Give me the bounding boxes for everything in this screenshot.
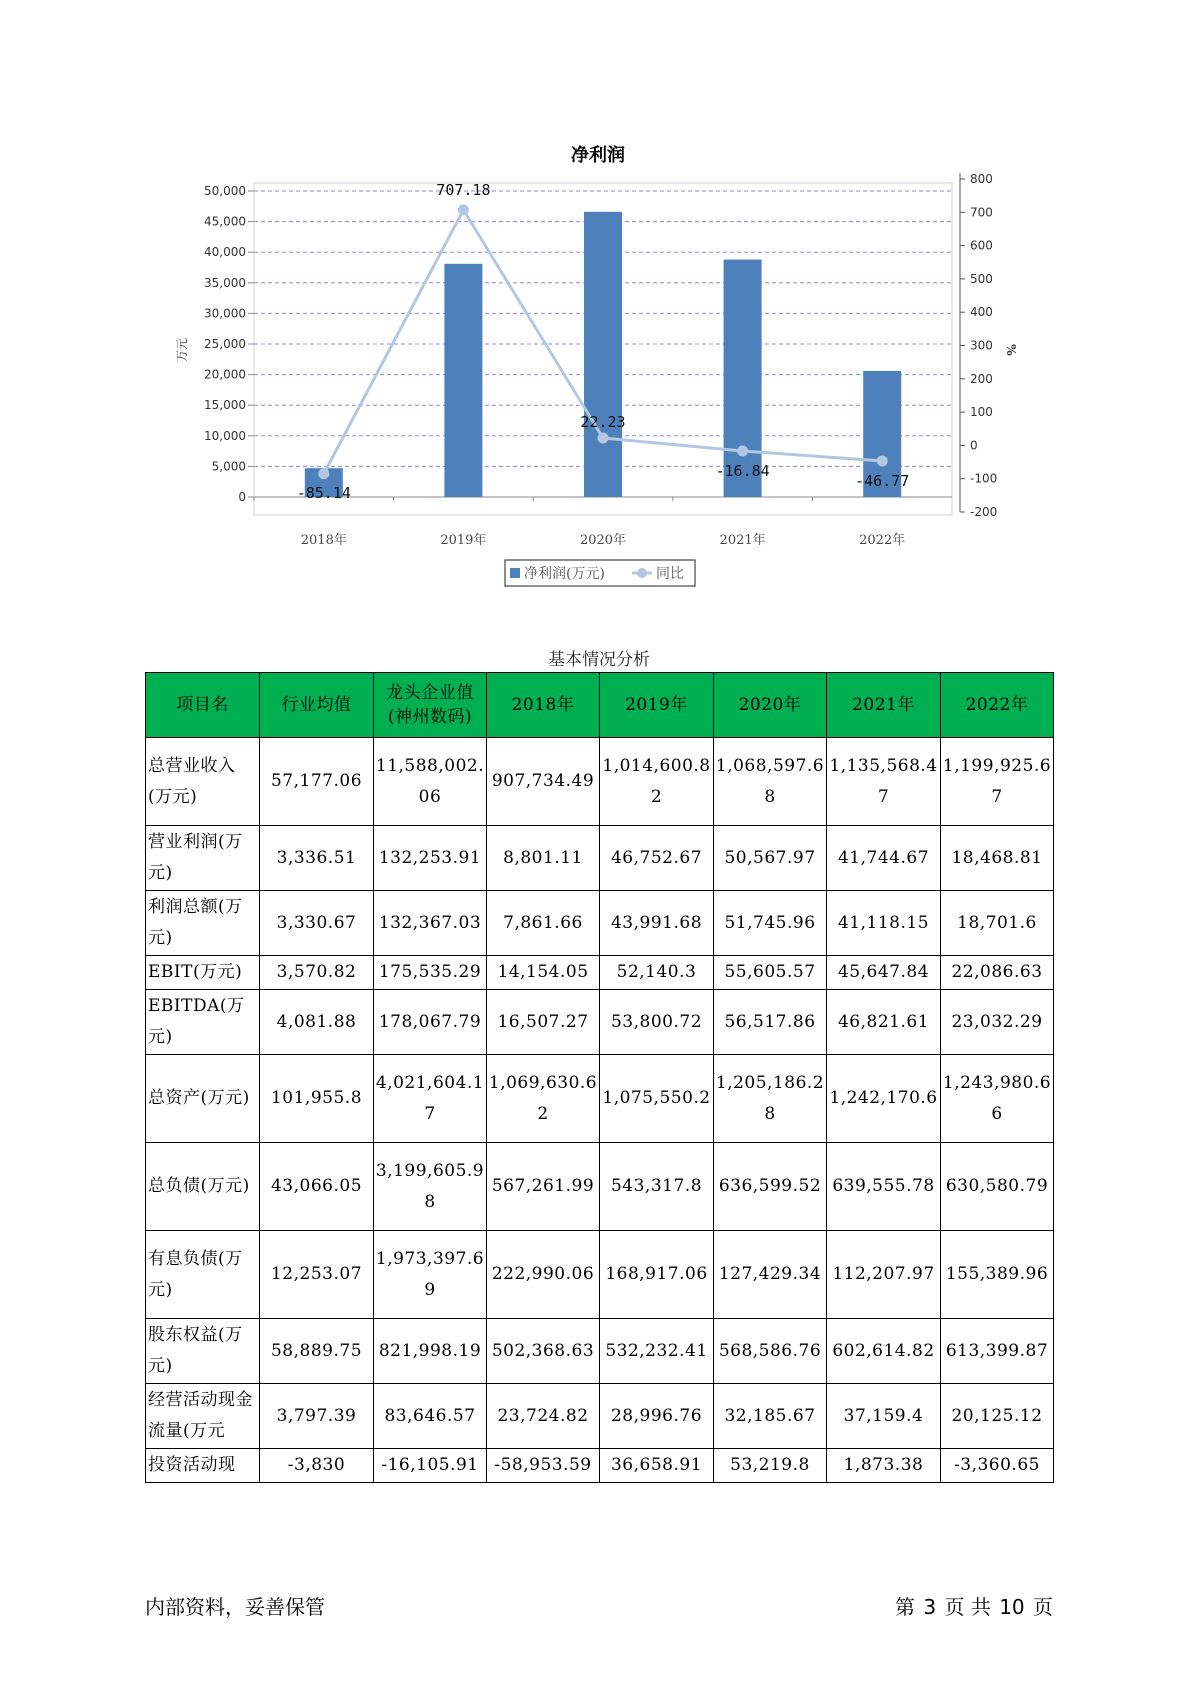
table-cell: 46,752.67: [600, 826, 714, 891]
table-cell: 28,996.76: [600, 1384, 714, 1449]
table-cell: 50,567.97: [714, 826, 827, 891]
table-row: [146, 990, 1054, 1055]
table-cell: 168,917.06: [600, 1231, 714, 1319]
table-cell: 83,646.57: [374, 1384, 487, 1449]
table-cell: 567,261.99: [487, 1143, 600, 1231]
right-tick-label: 0: [970, 438, 978, 453]
header-item: 项目名: [146, 673, 260, 738]
table-cell: 178,067.79: [374, 990, 487, 1055]
table-cell: 1,068,597.68: [714, 738, 827, 826]
table-cell: 613,399.87: [941, 1319, 1054, 1384]
table-cell: 57,177.06: [260, 738, 374, 826]
table-cell: 1,243,980.66: [941, 1055, 1054, 1143]
table-cell: 1,014,600.82: [600, 738, 714, 826]
left-tick-label: 0: [238, 490, 246, 504]
row-label: 总资产(万元): [146, 1055, 260, 1143]
table-cell: 532,232.41: [600, 1319, 714, 1384]
current-page: 3: [923, 1595, 937, 1619]
yoy-label: -16.84: [715, 462, 770, 481]
right-tick-label: 200: [970, 371, 993, 386]
x-tick-label: 2018年: [300, 533, 347, 548]
table-cell: 56,517.86: [714, 990, 827, 1055]
right-tick-label: -100: [970, 471, 998, 486]
legend-bar-label: 净利润(万元): [524, 566, 605, 582]
left-tick-label: 20,000: [204, 367, 246, 382]
table-cell: 32,185.67: [714, 1384, 827, 1449]
row-label: 有息负债(万元): [146, 1231, 260, 1319]
row-label: 股东权益(万元): [146, 1319, 260, 1384]
table-cell: 46,821.61: [827, 990, 941, 1055]
table-caption: 基本情况分析: [548, 650, 650, 670]
right-axis-label: %: [1004, 344, 1018, 356]
table-cell: 602,614.82: [827, 1319, 941, 1384]
table-cell: 16,507.27: [487, 990, 600, 1055]
table-cell: 12,253.07: [260, 1231, 374, 1319]
table-cell: 101,955.8: [260, 1055, 374, 1143]
row-label: 总营业收入(万元): [146, 738, 260, 826]
table-cell: 112,207.97: [827, 1231, 941, 1319]
right-tick-label: -200: [970, 505, 998, 519]
table-cell: 45,647.84: [827, 956, 941, 990]
table-cell: 222,990.06: [487, 1231, 600, 1319]
table-row: [146, 1143, 1054, 1231]
table-cell: 11,588,002.06: [374, 738, 487, 826]
yoy-label: -85.14: [296, 483, 351, 502]
header-2020: 2020年: [714, 673, 827, 738]
left-tick-label: 35,000: [204, 275, 246, 290]
chart-title: 净利润: [571, 145, 625, 166]
table-cell: 175,535.29: [374, 956, 487, 990]
table-cell: 18,468.81: [941, 826, 1054, 891]
table-cell: 4,081.88: [260, 990, 374, 1055]
row-label: 投资活动现: [146, 1449, 260, 1483]
right-tick-label: 600: [970, 238, 993, 253]
left-tick-label: 40,000: [204, 245, 246, 260]
table-cell: 53,800.72: [600, 990, 714, 1055]
legend: [505, 560, 695, 586]
table-cell: 4,021,604.17: [374, 1055, 487, 1143]
yoy-label: 22.23: [580, 412, 626, 431]
table-cell: 1,973,397.69: [374, 1231, 487, 1319]
table-row: [146, 826, 1054, 891]
legend-bar-swatch: [510, 568, 520, 578]
table-row: [146, 1384, 1054, 1449]
bar-series: [305, 212, 901, 497]
header-2022: 2022年: [941, 673, 1054, 738]
table-cell: 43,991.68: [600, 891, 714, 956]
right-y-axis: [960, 172, 997, 519]
left-tick-label: 25,000: [204, 337, 246, 351]
table-cell: -3,360.65: [941, 1449, 1054, 1483]
confidential-note: 内部资料，妥善保管: [145, 1595, 325, 1619]
right-tick-label: 400: [970, 305, 993, 320]
table-cell: -16,105.91: [374, 1449, 487, 1483]
yoy-point: [598, 432, 609, 443]
table-cell: 58,889.75: [260, 1319, 374, 1384]
table-cell: 20,125.12: [941, 1384, 1054, 1449]
table-row: [146, 956, 1054, 990]
table-cell: 1,199,925.67: [941, 738, 1054, 826]
table-cell: 14,154.05: [487, 956, 600, 990]
table-cell: 3,797.39: [260, 1384, 374, 1449]
bar-2020年: [584, 212, 622, 497]
table-cell: 821,998.19: [374, 1319, 487, 1384]
row-label: 总负债(万元): [146, 1143, 260, 1231]
yoy-point: [877, 455, 888, 466]
row-label: 营业利润(万元): [146, 826, 260, 891]
table-row: [146, 891, 1054, 956]
table-row: [146, 1449, 1054, 1483]
right-tick-label: 300: [970, 338, 993, 353]
table-cell: 1,135,568.47: [827, 738, 941, 826]
table-cell: 630,580.79: [941, 1143, 1054, 1231]
x-tick-label: 2021年: [719, 533, 766, 548]
x-tick-label: 2019年: [440, 533, 487, 548]
table-cell: 36,658.91: [600, 1449, 714, 1483]
page-mid: 页 共: [944, 1595, 991, 1619]
table-cell: 51,745.96: [714, 891, 827, 956]
table-cell: 1,069,630.62: [487, 1055, 600, 1143]
row-label: EBIT(万元): [146, 956, 260, 990]
table-cell: 52,140.3: [600, 956, 714, 990]
right-tick-label: 100: [970, 405, 993, 420]
header-2018: 2018年: [487, 673, 600, 738]
table-cell: 636,599.52: [714, 1143, 827, 1231]
header-2021: 2021年: [827, 673, 941, 738]
table-row: [146, 1319, 1054, 1384]
page-suffix: 页: [1033, 1595, 1053, 1619]
net-profit-chart: [0, 0, 1191, 600]
table-cell: 639,555.78: [827, 1143, 941, 1231]
table-row: [146, 738, 1054, 826]
table-cell: 502,368.63: [487, 1319, 600, 1384]
yoy-point: [458, 204, 469, 215]
table-cell: 8,801.11: [487, 826, 600, 891]
table-cell: 3,330.67: [260, 891, 374, 956]
right-tick-label: 800: [970, 172, 993, 186]
left-tick-label: 30,000: [204, 306, 246, 321]
table-cell: 1,873.38: [827, 1449, 941, 1483]
x-tick-label: 2022年: [859, 533, 906, 548]
table-cell: 7,861.66: [487, 891, 600, 956]
table-cell: 18,701.6: [941, 891, 1054, 956]
left-tick-label: 5,000: [211, 459, 246, 474]
yoy-point: [737, 446, 748, 457]
table-cell: 3,336.51: [260, 826, 374, 891]
table-cell: 127,429.34: [714, 1231, 827, 1319]
table-cell: 132,253.91: [374, 826, 487, 891]
x-axis-labels: [254, 497, 905, 548]
yoy-label: 707.18: [436, 180, 491, 199]
table-cell: 132,367.03: [374, 891, 487, 956]
page-prefix: 第: [895, 1595, 916, 1619]
total-pages: 10: [999, 1595, 1025, 1619]
table-cell: 1,075,550.2: [600, 1055, 714, 1143]
table-cell: 3,199,605.98: [374, 1143, 487, 1231]
table-cell: 1,242,170.6: [827, 1055, 941, 1143]
table-cell: 53,219.8: [714, 1449, 827, 1483]
left-tick-label: 45,000: [204, 214, 246, 229]
table-row: [146, 1231, 1054, 1319]
basic-analysis-table: [145, 672, 1054, 1483]
row-label: EBITDA(万元): [146, 990, 260, 1055]
header-leader: 龙头企业值(神州数码): [374, 673, 487, 738]
left-tick-label: 50,000: [204, 184, 246, 198]
row-label: 利润总额(万元): [146, 891, 260, 956]
table-cell: -58,953.59: [487, 1449, 600, 1483]
table-cell: 23,724.82: [487, 1384, 600, 1449]
row-label: 经营活动现金流量(万元: [146, 1384, 260, 1449]
left-tick-label: 15,000: [204, 398, 246, 413]
table-cell: -3,830: [260, 1449, 374, 1483]
table-cell: 43,066.05: [260, 1143, 374, 1231]
table-cell: 55,605.57: [714, 956, 827, 990]
header-industry-avg: 行业均值: [260, 673, 374, 738]
legend-line-label: 同比: [656, 566, 684, 582]
page-number: [894, 1591, 1054, 1620]
table-cell: 1,205,186.28: [714, 1055, 827, 1143]
left-axis-label: 万元: [175, 337, 189, 363]
table-cell: 3,570.82: [260, 956, 374, 990]
legend-line-marker: [637, 568, 647, 578]
yoy-label: -46.77: [855, 471, 910, 490]
table-row: [146, 1055, 1054, 1143]
header-2019: 2019年: [600, 673, 714, 738]
table-cell: 37,159.4: [827, 1384, 941, 1449]
table-cell: 41,744.67: [827, 826, 941, 891]
x-tick-label: 2020年: [579, 533, 627, 548]
table-header-row: [146, 673, 1054, 738]
left-tick-label: 10,000: [204, 428, 246, 443]
table-cell: 907,734.49: [487, 738, 600, 826]
table-cell: 568,586.76: [714, 1319, 827, 1384]
table-cell: 22,086.63: [941, 956, 1054, 990]
right-tick-label: 700: [970, 205, 993, 220]
table-cell: 41,118.15: [827, 891, 941, 956]
table-cell: 23,032.29: [941, 990, 1054, 1055]
table-cell: 543,317.8: [600, 1143, 714, 1231]
yoy-point: [318, 468, 329, 479]
bar-2019年: [444, 264, 482, 497]
table-cell: 155,389.96: [941, 1231, 1054, 1319]
right-tick-label: 500: [970, 271, 993, 286]
